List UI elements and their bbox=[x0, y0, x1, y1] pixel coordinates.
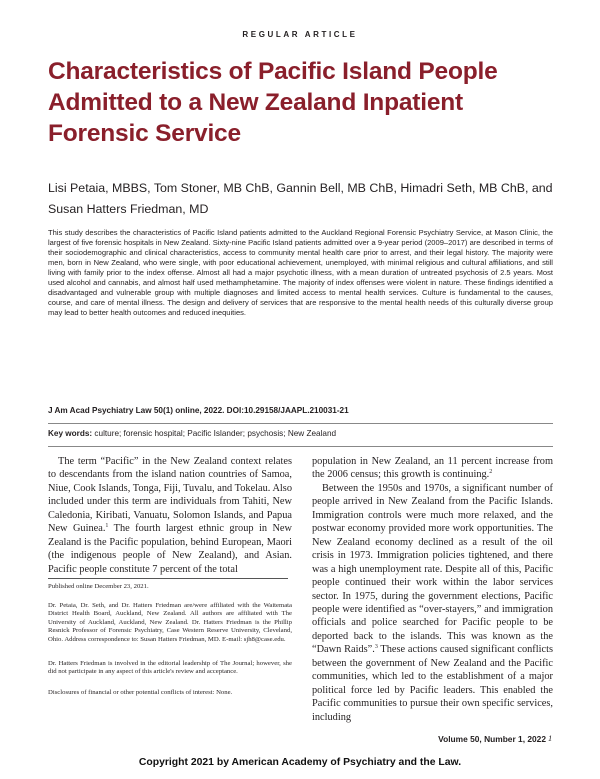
reference-superscript: 1 bbox=[105, 523, 109, 530]
footnote-published: Published online December 23, 2021. bbox=[48, 583, 149, 590]
article-title: Characteristics of Pacific Island People Admitted to a New Zealand Inpatient Forensic Service bbox=[48, 58, 498, 147]
body-paragraph bbox=[312, 482, 553, 724]
body-right-column bbox=[312, 455, 553, 724]
article-type-label: REGULAR ARTICLE bbox=[242, 30, 358, 39]
reference-superscript: 2 bbox=[489, 469, 493, 476]
footnote-editorial: Dr. Hatters Friedman is involved in the editorial leadership of The Journal; however, she did not participate in any aspect of this article's review and acceptance. bbox=[48, 660, 292, 676]
page-number: 1 bbox=[548, 734, 553, 743]
body-text: Between the 1950s and 1970s, a significant number of people arrived in New Zealand from the Pacific Islands. Immigration controls were much more relaxed, and the postwar economy provided more work opportunities. The New Zealand economy declined as a result of the oil crisis in 1973. Immigration policies tightened, and there was a high unemployment rate. Despite all of this, Pacific people continued their work within the labor services sector. In 1975, during the government elections, Pacific people were identified as “over-stayers,” and immigration officials and police searched for Pacific people to be deported back to the islands. This was known as the “Dawn Raids”. bbox=[312, 482, 553, 656]
keywords-list: culture; forensic hospital; Pacific Islander; psychosis; New Zealand bbox=[94, 429, 337, 438]
body-left-column bbox=[48, 455, 292, 576]
footnote-disclosures: Disclosures of financial or other potential conflicts of interest: None. bbox=[48, 689, 233, 696]
reference-superscript: 3 bbox=[374, 644, 378, 651]
body-paragraph bbox=[312, 455, 553, 482]
keywords-label: Key words: bbox=[48, 429, 93, 438]
footer-volume: Volume 50, Number 1, 2022 bbox=[438, 734, 546, 744]
journal-citation: J Am Acad Psychiatry Law 50(1) online, 2022. DOI:10.29158/JAAPL.210031-21 bbox=[48, 406, 349, 415]
keywords-top-rule bbox=[48, 423, 553, 424]
body-text: population in New Zealand, an 11 percent increase from the 2006 census; this growth is continuing. bbox=[312, 456, 553, 481]
keywords-bottom-rule bbox=[48, 446, 553, 447]
body-text: The term “Pacific” in the New Zealand context relates to descendants from the island nation countries of Samoa, Niue, Cook Islands, Tonga, Fiji, Tuvalu, and Tokelau. Also included under this term are individuals from Tahiti, New Caledonia, Kiribati, Vanuatu, Solomon Islands, and Papua New Guinea. bbox=[48, 456, 292, 535]
footnote-affiliations: Dr. Petaia, Dr. Seth, and Dr. Hatters Friedman are/were affiliated with the Waitemata District Health Board, Auckland, New Zealand. All authors are affiliated with The University of Auckland, Auckland, New Zealand. Dr. Hatters Friedman is the Phillip Resnick Professor of Forensic Psychiatry, Case Western Reserve University, Cleveland, Ohio. Address correspondence to: Susan Hatters Friedman, MD. E-mail: sjh8@case.edu. bbox=[48, 602, 292, 643]
body-text: The fourth largest ethnic group in New Zealand is the Pacific population, behind European, Maori (the indigenous people of New Zealand), and Asian. Pacific people constitute 7 percent of the total bbox=[48, 523, 292, 575]
abstract: This study describes the characteristics of Pacific Island patients admitted to the Auckland Regional Forensic Psychiatry Service, at Mason Clinic, the largest of five forensic hospitals in New Zealand. Sixty-nine Pacific Island patients admitted over a 9-year period (2009–2017) are described in terms of their sociodemographic and clinical characteristics, access to community mental health care prior to arrest, and their legal history. The majority were men, born in New Zealand, who were single, with poor educational achievement, unemployed, with minimal religious and cultural affiliations, and still living with family prior to the index offense. Almost all had a major psychotic illness, with a mean duration of untreated psychosis of 2.5 years. Most used alcohol and cannabis, and almost half used methamphetamine. The majority of index offenses were violent in nature. These findings identified a disadvantaged and vulnerable group with multiple diagnoses and limited access to mental health services. Culture is fundamental to the causes, course, and care of mental illness. The design and delivery of services that are responsive to the mental health needs of this culturally diverse group may lead to better health outcomes and reduced inequities. bbox=[48, 228, 553, 318]
keywords bbox=[48, 429, 558, 438]
footnote-rule bbox=[48, 578, 288, 579]
body-text: These actions caused significant conflicts between the government of New Zealand and the Pacific communities, which led to the establishment of a major political force led by Pacific leaders. This enabled the Pacific communities to pursue their own specific services, including bbox=[312, 644, 553, 723]
author-list: Lisi Petaia, MBBS, Tom Stoner, MB ChB, Gannin Bell, MB ChB, Himadri Seth, MB ChB, and Susan Hatters Friedman, MD bbox=[48, 181, 553, 216]
copyright-notice: Copyright 2021 by American Academy of Psychiatry and the Law. bbox=[138, 757, 462, 768]
